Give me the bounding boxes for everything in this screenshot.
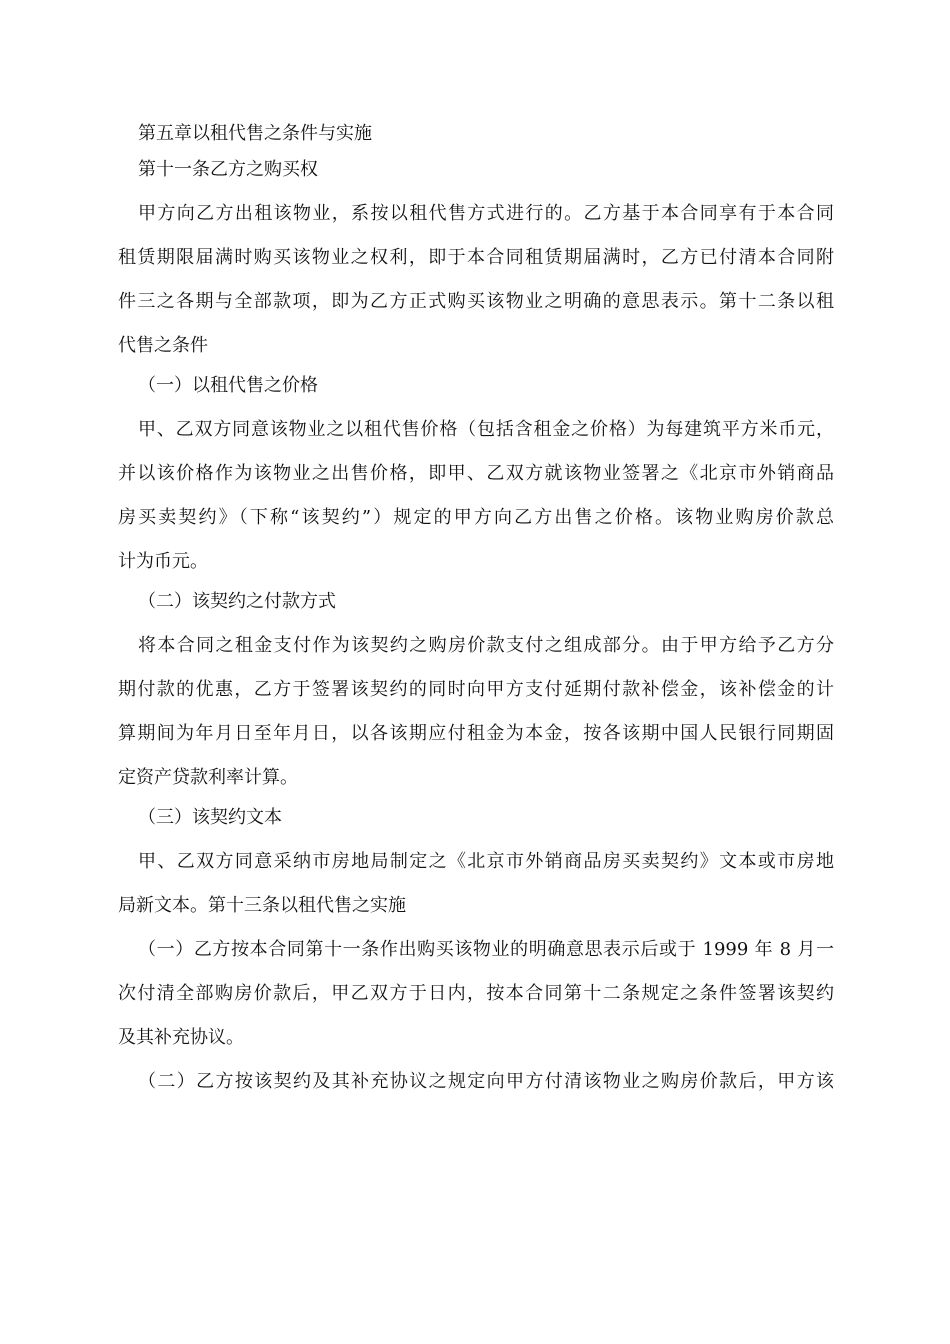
paragraph-line: 件三之各期与全部款项，即为乙方正式购买该物业之明确的意思表示。第十二条以租 (118, 291, 834, 312)
document-body (118, 116, 834, 1104)
paragraph-line: 次付清全部购房价款后，甲乙双方于日内，按本合同第十二条规定之条件签署该契约 (118, 983, 834, 1004)
chapter-heading: 第五章以租代售之条件与实施 (138, 123, 372, 144)
paragraph-line: 代售之条件 (118, 335, 208, 356)
paragraph-line: 局新文本。第十三条以租代售之实施 (118, 895, 406, 916)
paragraph-line: （二）乙方按该契约及其补充协议之规定向甲方付清该物业之购房价款后，甲方该 (138, 1071, 834, 1092)
section-heading: （一）以租代售之价格 (138, 375, 318, 396)
paragraph-line: 甲方向乙方出租该物业，系按以租代售方式进行的。乙方基于本合同享有于本合同 (138, 203, 834, 224)
paragraph-line: 租赁期限届满时购买该物业之权利，即于本合同租赁期届满时，乙方已付清本合同附 (118, 247, 834, 268)
paragraph-line: 甲、乙双方同意采纳市房地局制定之《北京市外销商品房买卖契约》文本或市房地 (138, 851, 834, 872)
paragraph-line: 甲、乙双方同意该物业之以租代售价格（包括含租金之价格）为每建筑平方米币元， (138, 419, 834, 440)
article-heading: 第十一条乙方之购买权 (138, 159, 318, 180)
paragraph-line: 并以该价格作为该物业之出售价格，即甲、乙双方就该物业签署之《北京市外销商品 (118, 463, 834, 484)
paragraph-line: 期付款的优惠，乙方于签署该契约的同时向甲方支付延期付款补偿金，该补偿金的计 (118, 679, 834, 700)
paragraph-line: 及其补充协议。 (118, 1027, 244, 1048)
paragraph-line: （一）乙方按本合同第十一条作出购买该物业的明确意思表示后或于 1999 年 8 月一 (138, 939, 834, 960)
paragraph-line: 计为币元。 (118, 551, 208, 572)
section-heading: （三）该契约文本 (138, 807, 282, 828)
section-heading: （二）该契约之付款方式 (138, 591, 336, 612)
paragraph-line: 算期间为年月日至年月日，以各该期应付租金为本金，按各该期中国人民银行同期固 (118, 723, 834, 744)
paragraph-line: 将本合同之租金支付作为该契约之购房价款支付之组成部分。由于甲方给予乙方分 (138, 635, 834, 656)
paragraph-line: 房买卖契约》（下称“该契约”）规定的甲方向乙方出售之价格。该物业购房价款总 (118, 507, 834, 528)
paragraph-line: 定资产贷款利率计算。 (118, 767, 298, 788)
